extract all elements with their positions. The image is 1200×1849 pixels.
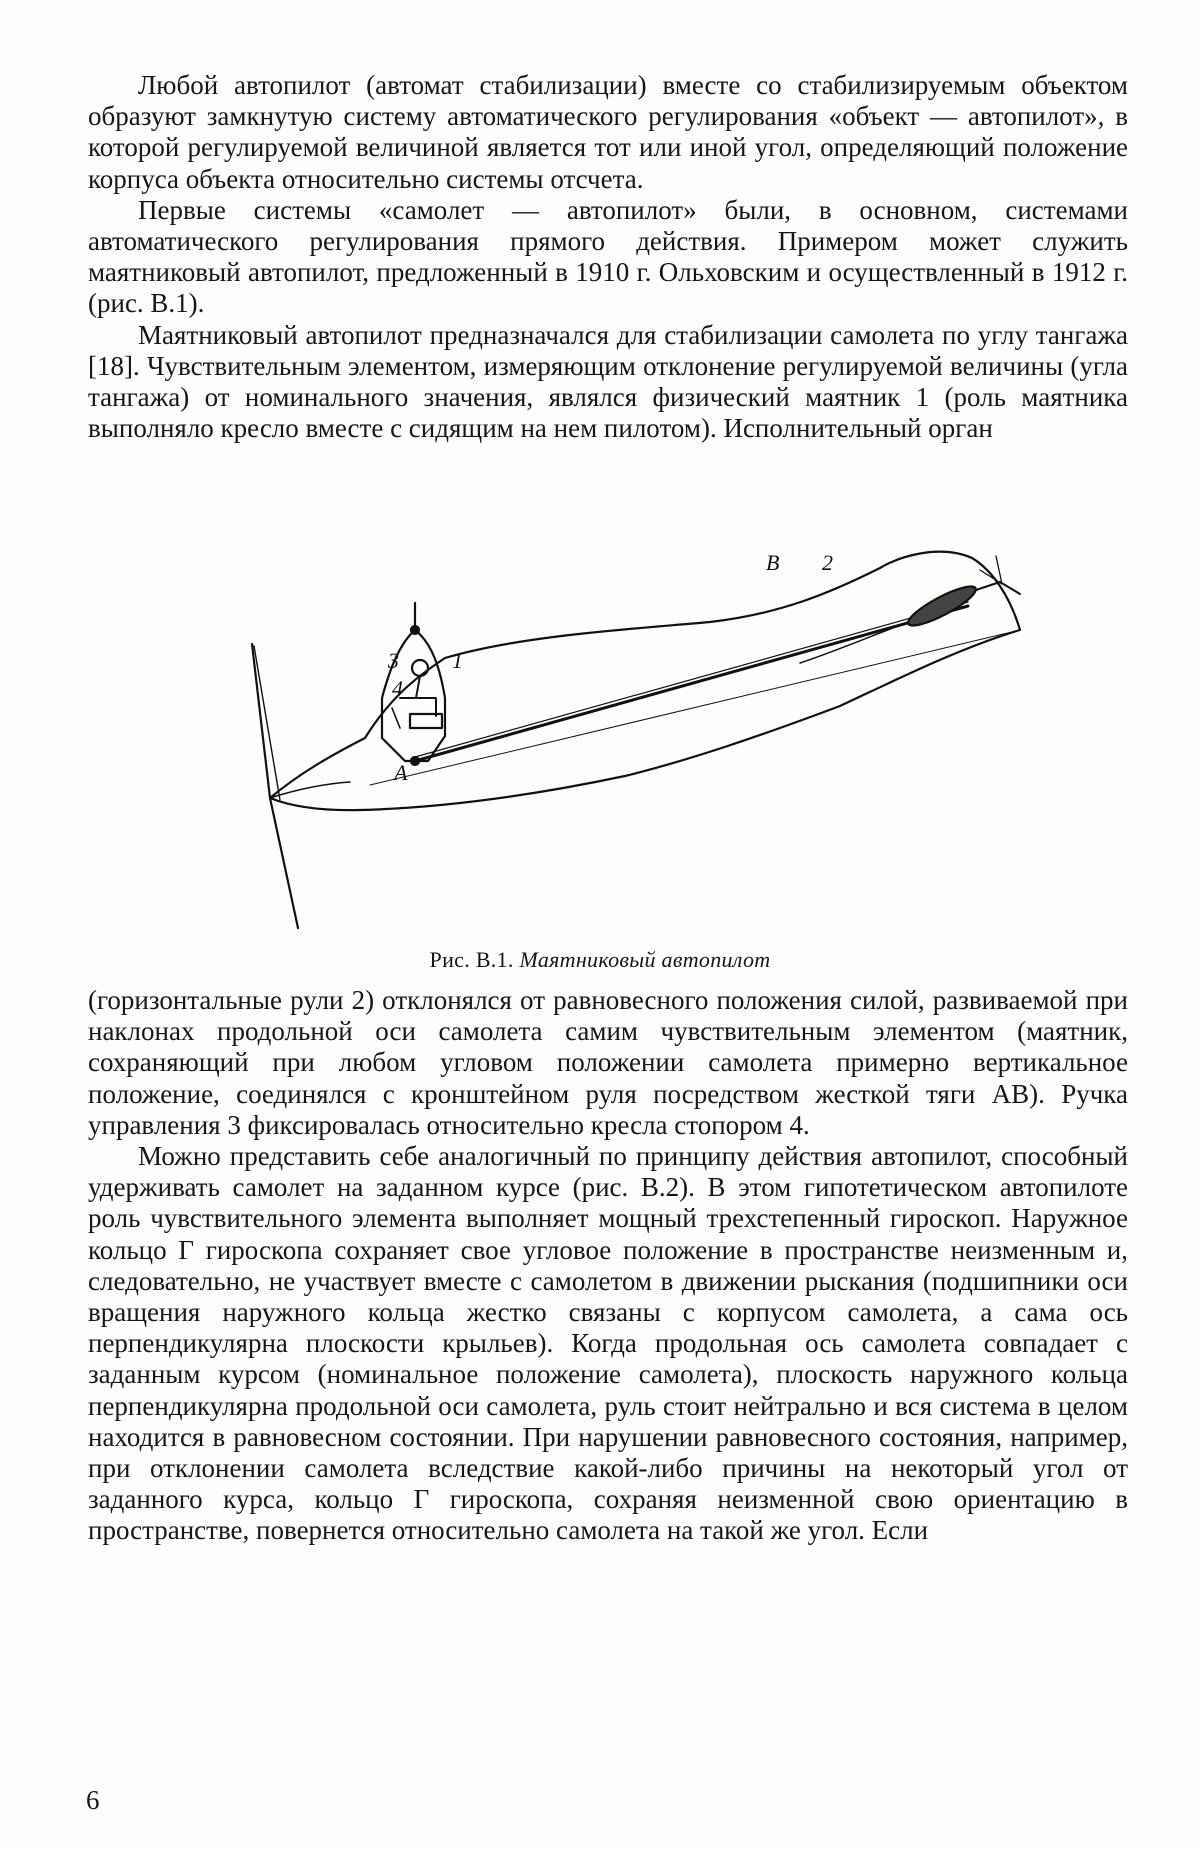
pendulum-frame-right xyxy=(415,630,445,761)
pilot-head xyxy=(412,660,428,676)
rod-edge xyxy=(415,602,968,757)
figure-pendulum-autopilot xyxy=(240,548,1140,958)
top-text-block xyxy=(88,70,1128,444)
airplane-diagram xyxy=(240,548,1140,958)
fuselage-outline xyxy=(270,552,1020,810)
paragraph-horizontal-rudders: (горизонтальные рули 2) отклонялся от равновесного положения силой, развиваемой при наклонах продольной оси самолета самим чувствительным элементом (маятник, сохраняющий при любом угловом положении самолета примерно вертикальное положение, соединялся с кронштейном руля посредством жесткой тяги AB). Ручка управления 3 фиксировалась относительно кресла стопором 4. xyxy=(88,985,1128,1140)
propeller-blade xyxy=(252,644,298,928)
bottom-text-block xyxy=(88,985,1128,1547)
label-4: 4 xyxy=(392,676,403,701)
pilot-body xyxy=(416,676,436,716)
pilot-seat xyxy=(410,714,442,728)
paragraph-pendulum-autopilot: Маятниковый автопилот предназначался для стабилизации самолета по углу тангажа [18]. Чувствительным элементом, измеряющим отклонение регулируемой величины (угла тангажа) от номинального значения, являлся физический маятник 1 (роль маятника выполняло кресло вместе с сидящим на нем пилотом). Исполнительный орган xyxy=(88,319,1128,444)
paragraph-first-systems: Первые системы «самолет — автопилот» были, в основном, системами автоматического регулирования прямого действия. Примером может служить маятниковый автопилот, предложенный в 1910 г. Ольховским и осуществленный в 1912 г. (рис. В.1). xyxy=(88,194,1128,319)
label-2: 2 xyxy=(822,550,833,575)
label-a: A xyxy=(394,760,408,785)
nose-detail xyxy=(270,782,350,798)
pointer-to-label-2 xyxy=(980,556,1002,584)
caption-title: Маятниковый автопилот xyxy=(519,947,771,972)
figure-caption xyxy=(0,947,1200,973)
caption-prefix: Рис. В.1. xyxy=(429,947,514,972)
longitudinal-axis xyxy=(370,630,1020,785)
page-number: 6 xyxy=(86,1785,100,1815)
label-3: 3 xyxy=(388,648,399,673)
paragraph-autopilot-definition: Любой автопилот (автомат стабилизации) вместе со стабилизируемым объектом образуют замкнутую систему автоматического регулирования «объект — автопилот», в которой регулируемой величиной является тот или иной угол, определяющий положение корпуса объекта относительно системы отсчета. xyxy=(88,70,1128,194)
stopper xyxy=(392,708,400,728)
label-1: 1 xyxy=(452,648,463,673)
rigid-rod-ab xyxy=(415,606,968,761)
label-b: B xyxy=(766,550,780,575)
paragraph-gyroscope-autopilot: Можно представить себе аналогичный по принципу действия автопилот, способный удерживать самолет на заданном курсе (рис. В.2). В этом гипотетическом автопилоте роль чувствительного элемента выполняет мощный трехстепенный гироскоп. Наружное кольцо Г гироскопа сохраняет свое угловое положение в пространстве неизменным и, следовательно, не участвует вместе с самолетом в движении рыскания (подшипники оси вращения наружного кольца жестко связаны с корпусом самолета, а сама ось перпендикулярна плоскости крыльев). Когда продольная ось самолета совпадает с заданным курсом (номинальное положение самолета), плоскость наружного кольца перпендикулярна продольной оси самолета, руль стоит нейтрально и вся система в целом находится в равновесном состоянии. При нарушении равновесного состояния, например, при отклонении самолета вследствие какой-либо причины на некоторый угол от заданного курса, кольцо Г гироскопа, сохраняя неизменной свою ориентацию в пространстве, повернется относительно самолета на такой же угол. Если xyxy=(88,1141,1128,1546)
pendulum-pivot xyxy=(411,626,419,634)
